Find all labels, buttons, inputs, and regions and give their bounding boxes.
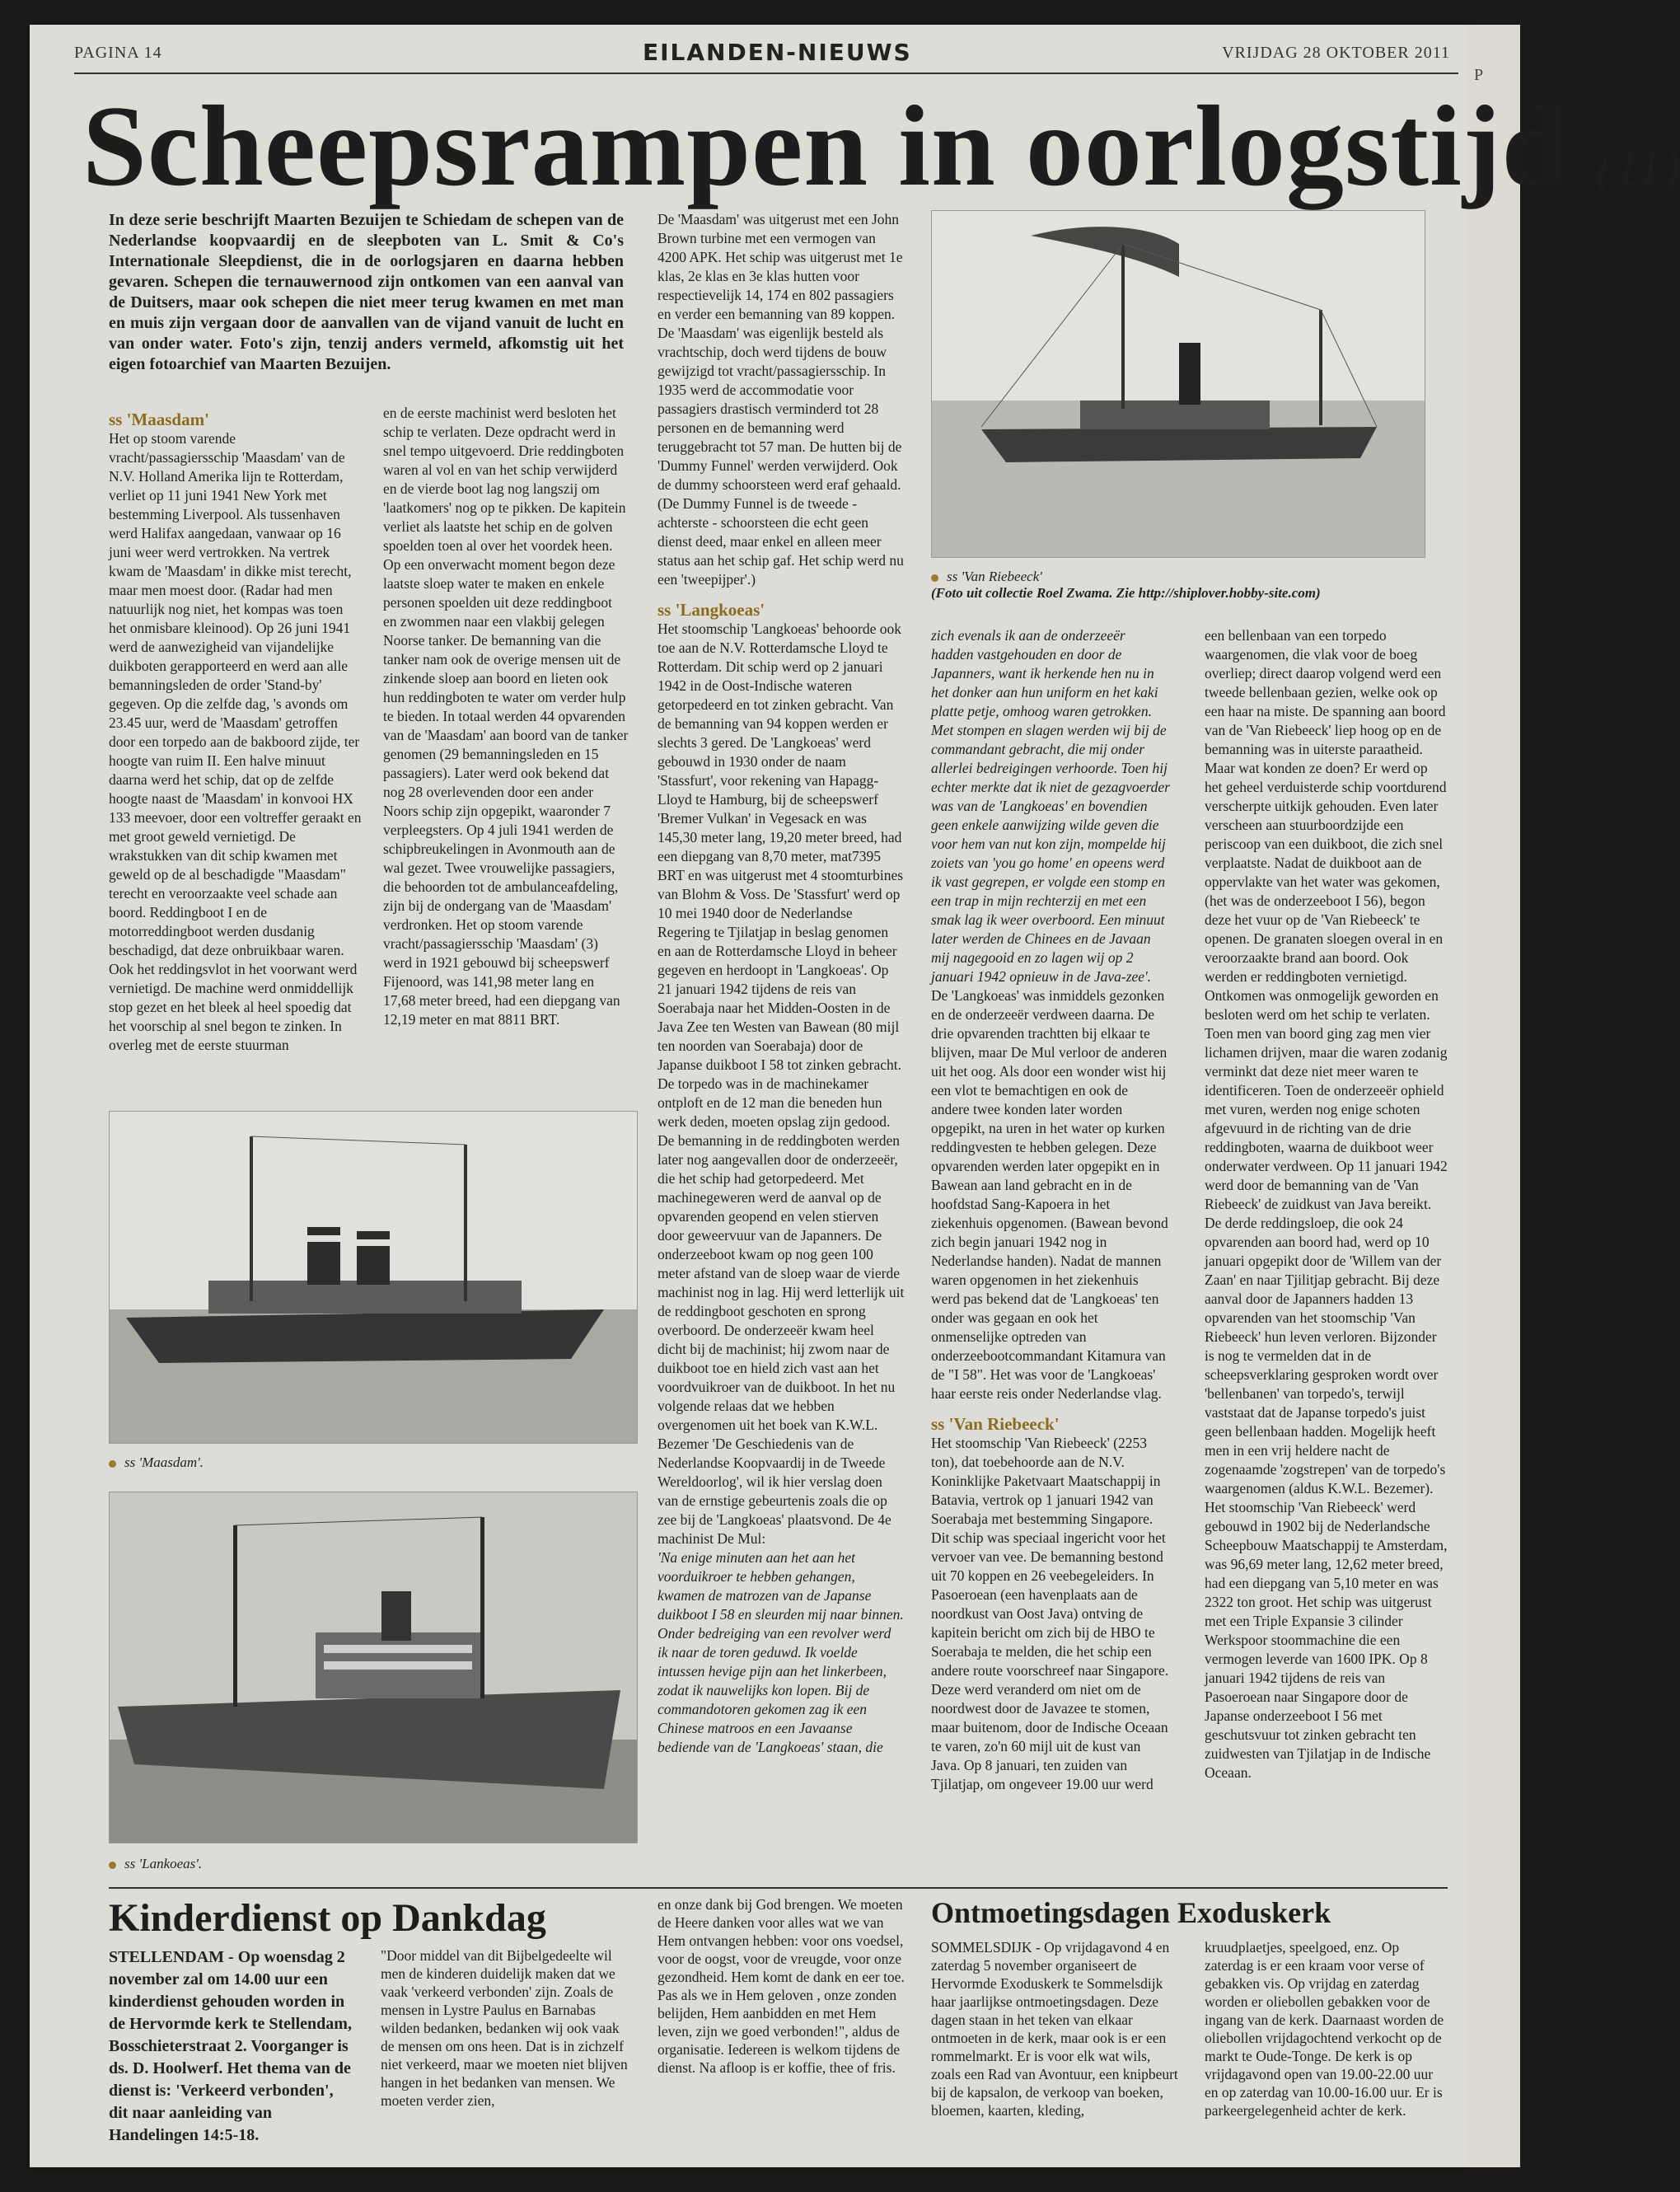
caption-riebeeck-credit: (Foto uit collectie Roel Zwama. Zie http://shiplover.hobby-site.com)	[931, 585, 1321, 601]
exodus-text-1: SOMMELSDIJK - Op vrijdagavond 4 en zaterdag 5 november organiseert de Hervormde Exoduskerk te Sommelsdijk haar jaarlijkse ontmoetingsdagen. Deze dagen staan in het teken van elkaar ontmoeten in de kerk, maar ook is er een rommelmarkt. Er is voor elk wat wils, zoals een Rad van Avontuur, een knipbeurt bij de kapsalon, de verkoop van boeken, bloemen, kaarten, kleding,	[931, 1939, 1178, 2119]
exodus-text-2: kruudplaetjes, speelgoed, enz. Op zaterdag is er een kraam voor verse of gebakken vis. Op vrijdag en zaterdag worden er oliebollen gebakken voor de ingang van de kerk. Daarnaast worden de oliebollen vrijdagochtend verkocht op de markt te Oude-Tonge. De kerk is op vrijdagavond open van 19.00-22.00 uur en op zaterdag van 10.00-16.00 uur. Er is parkeergelegenheid achter de kerk.	[1205, 1939, 1444, 2119]
exodus-col2	[1205, 1938, 1448, 2119]
ship-illustration	[110, 1492, 637, 1843]
ship-illustration	[932, 211, 1425, 557]
maasdam-text-1: Het op stoom varende vracht/passagiersschip 'Maasdam' van de N.V. Holland Amerika lijn te Rotterdam, verliet op 11 juni 1941 New York met bestemming Liverpool. Als tussenhaven werd Halifax aangedaan, vanwaar op 16 juni weer werd vertrokken. Na vertrek kwam de 'Maasdam' in dikke mist terecht, maar men moest door. (Radar had men natuurlijk nog niet, het kompas was toen het onmisbare kleinood). Op 26 juni 1941 werd de aanwezigheid van vijandelijke duikboten gerapporteerd en werd aan alle bemanningsleden de order 'Stand-by' gegeven. Op die zelfde dag, 's avonds om 23.45 uur, werd de 'Maasdam' getroffen door een torpedo aan de bakboord zijde, ter hoogte van ruim II. Een halve minuut daarna werd het schip, dat op de zelfde hoogte naast de 'Maasdam' in konvooi HX 133 meevoer, door een voltreffer geraakt en met groot geweld vernietigd. De wrakstukken van dit schip kwamen met geweld op de al beschadigde "Maasdam" terecht en veroorzaakte veel schade aan boord. Reddingboot I en de motorreddingboot werden dusdanig beschadigd, dat deze onbruikbaar waren. Ook het reddingsvlot in het voorwant werd vernietigd. De machine werd onmiddellijk stop gezet en het bleek al heel spoedig dat het voorschip al snel begon te zinken. In overleg met de eerste stuurman	[109, 430, 362, 1053]
riebeeck-heading: ss 'Van Riebeeck'	[931, 1414, 1060, 1434]
photo-van-riebeeck	[931, 210, 1425, 558]
caption-bullet	[109, 1862, 116, 1869]
article-col5	[1205, 626, 1448, 1782]
adjacent-page-edge	[1467, 25, 1520, 2167]
kinderdienst-col3	[657, 1895, 909, 2077]
exodus-title: Ontmoetingsdagen Exoduskerk	[931, 1896, 1331, 1929]
caption-van-riebeeck	[931, 569, 1424, 602]
maasdam-col1	[109, 410, 364, 1055]
riebeeck-text-2: een bellenbaan van een torpedo waargenomen, die vlak voor de boeg overliep; direct daarop volgend werd een tweede bellenbaan gezien, welke ook op een haar na miste. De spanning aan boord van de 'Van Riebeeck' liep hoog op en de bemanning was in uiterste paraatheid. Maar wat konden ze doen? Er werd op het geheel verduisterde schip voortdurend verscherpte uitkijk gehouden. Even later verscheen aan stuurboordzijde een periscoop van een duikboot, die zich snel verplaatste. Nadat de duikboot aan de oppervlakte van het water was gekomen, (het was de onderzeeboot I 56), begon deze het vuur op de 'Van Riebeeck' te openen. De granaten sloegen overal in en veroorzaakte brand aan boord. Ook werden er reddingboten vernietigd. Ontkomen was onmogelijk geworden en besloten werd om het schip te verlaten. Toen men van boord ging zag men vier lichamen drijven, maar die waren zodanig verminkt dat deze niet meer waren te identificeren. Toen de onderzeeër ophield met vuren, werden nog enige schoten afgevuurd in de richting van de drie reddingboten, waarna de duikboot weer onderwater verdween. Op 11 januari 1942 werd door de bemanning van de 'Van Riebeeck' de zuidkust van Java bereikt. De derde reddingsloep, die ook 24 opvarenden aan boord had, werd op 10 januari opgepikt door de 'Willem van der Zaan' en naar Tjilitjap gebracht. Bij deze aanval door de Japanners hadden 13 opvarenden van het stoomschip 'Van Riebeeck' hun leven verloren. Bijzonder is nog te vermelden dat in de scheepsverklaring gesproken wordt over 'bellenbanen' van torpedo's, terwijl vaststaat dat de Japanse torpedo's juist geen bellenbaan hadden. Mogelijk heeft men in een vrij heldere nacht de zogenaamde 'zogstrepen' van de torpedo's waargenomen (aldus K.W.L. Bezemer). Het stoomschip 'Van Riebeeck' werd gebouwd in 1902 bij de Nederlandsche Scheepbouw Maatschappij te Amsterdam, was 96,69 meter lang, 12,62 meter breed, had een diepgang van 5,10 meter en was 2322 ton groot. Het schip was uitgerust met een Triple Expansie 3 cilinder Werkspoor stoommachine die een vermogen leverde van 1600 IPK. Op 8 januari 1942 tijdens de reis van Pasoeroean naar Singapore door de Japanse onderzeeboot I 56 met geschutsvuur tot zinken gebracht ten zuidwesten van Tjilatjap in de Indische Oceaan.	[1205, 627, 1448, 1781]
ship-illustration	[110, 1112, 637, 1443]
bottom-rule	[109, 1887, 1448, 1889]
caption-bullet	[109, 1460, 116, 1468]
kinderdienst-text-3: en onze dank bij God brengen. We moeten de Heere danken voor alles wat we van Hem ontvangen hebben: voor ons voedsel, voor de oogst, voor de vreugde, voor onze gezondheid. Hem komt de dank en eer toe. Pas als we in Hem geloven , onze zonden belijden, Hem aanbidden en met Hem leven, zijn we goed verbonden!", aldus de organisatie. Iedereen is welkom tijdens de dienst. Na afloop is er koffie, thee of fris.	[657, 1896, 905, 2076]
page-number: PAGINA 14	[74, 44, 162, 62]
photo-langkoeas	[109, 1492, 638, 1843]
folio-line	[74, 37, 1450, 70]
headline-number: (11)	[1596, 138, 1680, 196]
kinderdienst-text-2: "Door middel van dit Bijbelgedeelte wil men de kinderen duidelijk maken dat we vaak 'verkeerd verbonden' zijn. Zoals de mensen in Lystre Paulus en Barnabas wilden bedanken, bedanken wij ook vaak de mensen om ons heen. Dat is in zichzelf niet verkeerd, maar we moeten niet blijven hangen in het bedanken van mensen. We moeten verder zien,	[381, 1947, 628, 2109]
kinderdienst-lead-text: STELLENDAM - Op woensdag 2 november zal om 14.00 uur een kinderdienst gehouden worden in de Hervormde kerk te Stellendam, Bosschieterstraat 2. Voorganger is ds. D. Hoolwerf. Het thema van de dienst is: 'Verkeerd verbonden', dit naar aanleiding van Handelingen 14:5-18.	[109, 1948, 352, 2144]
caption-langkoeas	[109, 1856, 636, 1872]
langkoeas-heading: ss 'Langkoeas'	[657, 600, 765, 620]
kinderdienst-lead	[109, 1946, 356, 2147]
langkoeas-quote-1: 'Na enige minuten aan het aan het voorduikroer te hebben gehangen, kwamen de matrozen van de Japanse duikboot I 58 en sleurden mij naar binnen. Onder bedreiging van een revolver werd ik naar de toren geduwd. Ik voelde intussen hevige pijn aan het linkerbeen, zodat ik nauwelijks kon lopen. Bij de commandotoren gekomen zag ik een Chinese matroos en een Javaanse bediende van de 'Langkoeas' staan, die	[657, 1549, 904, 1755]
caption-maasdam-name: ss 'Maasdam'.	[124, 1454, 204, 1470]
edge-letter: P	[1474, 66, 1484, 84]
langkoeas-quote-2: zich evenals ik aan de onderzeeër hadden vastgehouden en door de Japanners, want ik herkende hen nu in het donker aan hun uniform en het kaki platte petje, omhoog waren getrokken. Met stompen en slagen werden wij bij de commandant gebracht, die mij onder allerlei bedreigingen verhoorde. Toen hij echter merkte dat ik niet de gezagvoerder was van de 'Langkoeas' en bovendien geen enkele aanwijzing wilde geven die voor hem van nut kon zijn, mompelde hij zoiets van 'you go home' en opeens werd ik vast gegrepen, er volgde een stomp en een trap in mijn rechterzij en met een smak lag ik weer overboord. Een minuut later werden de Chinees en de Javaan mij nagegooid en zo lagen wij op 2 januari 1942 opnieuw in de Java-zee'.	[931, 627, 1170, 985]
issue-date: VRIJDAG 28 OKTOBER 2011	[1222, 44, 1450, 62]
kinderdienst-title: Kinderdienst op Dankdag	[109, 1896, 546, 1940]
headline-title: Scheepsrampen in oorlogstijd	[82, 82, 1567, 210]
caption-bullet	[931, 574, 938, 582]
article-col4	[931, 626, 1170, 1794]
maasdam-heading: ss 'Maasdam'	[109, 410, 209, 429]
intro-text: In deze serie beschrijft Maarten Bezuijen te Schiedam de schepen van de Nederlandse koopvaardij en de sleepboten van L. Smit & Co's Internationale Sleepdienst, die in de oorlogsjaren en daarna hebben gevaren. Schepen die ternauwernood zijn ontkomen van een aanval van de Duitsers, maar ook schepen die niet meer terug kwamen en met man en muis zijn vergaan door de aanvallen van de vijand vanuit de lucht en van onder water. Foto's zijn, tenzij anders vermeld, afkomstig uit het eigen fotoarchief van Maarten Bezuijen.	[109, 211, 624, 373]
photo-maasdam	[109, 1111, 638, 1444]
caption-riebeeck-name: ss 'Van Riebeeck'	[947, 569, 1042, 584]
caption-maasdam	[109, 1454, 636, 1471]
exodus-col1	[931, 1938, 1178, 2119]
page-headline	[82, 82, 1680, 210]
paper-name: EILANDEN-NIEUWS	[643, 39, 912, 66]
maasdam-text-3: De 'Maasdam' was uitgerust met een John Brown turbine met een vermogen van 4200 APK. Het schip was uitgerust met 1e klas, 2e klas en 3e klas hutten voor respectievelijk 14, 174 en 802 passagiers en verder een bemanning van 89 koppen. De 'Maasdam' was eigenlijk besteld als vrachtschip, doch werd tijdens de bouw gewijzigd tot vracht/passagiersschip. In 1935 werd de accommodatie voor passagiers drastisch verminderd tot 28 personen en de bemanning werd teruggebracht tot 57 man. De hutten bij de 'Dummy Funnel' werden verwijderd. Ook de dummy schoorsteen werd eraf gehaald. (De Dummy Funnel is de tweede - achterste - schoorsteen die echt geen dienst deed, maar enkel en alleen meer status aan het schip gaf. Het schip werd nu een 'tweepijper'.)	[657, 211, 904, 588]
maasdam-col2	[383, 404, 629, 1029]
langkoeas-text-2: De 'Langkoeas' was inmiddels gezonken en de onderzeeër verdween daarna. De drie opvarenden trachtten bij elkaar te blijven, maar De Mul verloor de anderen uit het oog. Als door een wonder wist hij een vlot te bemachtigen en ook de andere twee konden later worden opgepikt, na uren in het water op kurken reddingvesten te hebben gelegen. Deze opvarenden werden later opgepikt en in Bawean aan land gebracht en in de hoofdstad Sang-Kapoera in het ziekenhuis opgenomen. (Bawean bevond zich begin januari 1942 nog in Nederlandse handen). Nadat de mannen waren opgenomen in het ziekenhuis werd pas bekend dat de 'Langkoeas' ten onder was gegaan en ook het onmenselijke optreden van onderzeebootcommandant Kitamura van de "I 58". Het was voor de 'Langkoeas' haar eerste reis onder Nederlandse vlag.	[931, 987, 1168, 1402]
article-col3	[657, 210, 905, 1757]
langkoeas-text-1: Het stoomschip 'Langkoeas' behoorde ook toe aan de N.V. Rotterdamsche Lloyd te Rotterdam. Dit schip werd op 2 januari 1942 in de Oost-Indische wateren getorpedeerd en tot zinken gebracht. Van de bemanning van 94 koppen werden er slechts 3 gered. De 'Langkoeas' werd gebouwd in 1930 onder de naam 'Stassfurt', voor rekening van Hapagg-Lloyd te Hamburg, bij de scheepswerf 'Bremer Vulkan' in Vegesack en was 145,30 meter lang, 19,20 meter breed, had een diepgang van 8,70 meter, mat7395 BRT en was uitgerust met 4 stoomturbines van Blohm & Voss. De 'Stassfurt' werd op 10 mei 1940 door de Nederlandse Regering te Tjilatjap in beslag genomen en aan de Rotterdamsche Lloyd in beheer gegeven en herdoopt in 'Langkoeas'. Op 21 januari 1942 tijdens de reis van Soerabaja naar het Midden-Oosten in de Java Zee ten Westen van Bawean (80 mijl ten noorden van Soerabaja) door de Japanse duikboot I 58 tot zinken gebracht. De torpedo was in de machinekamer ontploft en de 12 man die beneden hun werk deden, moeten opslag zijn gedood. De bemanning in de reddingboten werden later nog aangevallen door de onderzeeër, die het schip had getorpedeerd. Met machinegeweren werd de aanval op de opvarenden geopend en velen stierven door geweervuur van de Japanners. De onderzeeboot kwam op nog geen 100 meter afstand van de sloep waar de vierde machinist nog in lag. Hij werd letterlijk uit de reddingboot geschoten en sprong overboord. De onderzeeër kwam heel dicht bij de machinist; hij zwom naar de duikboot toe en hield zich vast aan het voordvuikroer van de duikboot. In het nu volgende relaas dat we hebben overgenomen uit het boek van K.W.L. Bezemer 'De Geschiedenis van de Nederlandse Koopvaardij in de Tweede Wereldoorlog', wil ik hier verslag doen van de ernstige gebeurtenis zoals die op zee bij de 'Langkoeas' plaatsvond. De 4e machinist De Mul:	[657, 621, 905, 1547]
caption-langkoeas-name: ss 'Lankoeas'.	[124, 1856, 203, 1871]
folio-rule	[74, 73, 1458, 74]
maasdam-text-2: en de eerste machinist werd besloten het schip te verlaten. Deze opdracht werd in snel tempo uitgevoerd. Drie reddingboten waren al vol en van het schip verwijderd en de vierde boot lag nog langszij om 'laatkomers' nog op te pikken. De kapitein verliet als laatste het schip en de golven spoelden toen al over het voordek heen. Op een onverwacht moment begon deze laatste sloep water te maken en enkele personen spoelden uit deze reddingboot en zwommen naar een vlakbij gelegen Noorse tanker. De bemanning van die tanker nam ook de overige mensen uit de zinkende sloep aan boord en lieten ook hun reddingboten te water om verder hulp te bieden. In totaal werden 44 opvarenden van de 'Maasdam' aan boord van de tanker genomen (29 bemanningsleden en 15 passagiers). Later werd ook bekend dat nog 28 overlevenden door een ander Noors schip zijn opgepikt, waaronder 7 verpleegsters. Op 4 juli 1941 werden de schipbreukelingen in Avonmouth aan de wal gezet. Twee vrouwelijke passagiers, die behoorden tot de ambulanceafdeling, zijn bij de ondergang van de 'Maasdam' verdronken. Het op stoom varende vracht/passagiersschip 'Maasdam' (3) werd in 1921 gebouwd bij scheepswerf Fijenoord, was 141,98 meter lang en 17,68 meter breed, had een diepgang van 12,19 meter en mat 8811 BRT.	[383, 405, 629, 1028]
riebeeck-text-1: Het stoomschip 'Van Riebeeck' (2253 ton), dat toebehoorde aan de N.V. Koninklijke Paketvaart Maatschappij in Batavia, vertrok op 1 januari 1942 van Soerabaja met bestemming Singapore. Dit schip was speciaal ingericht voor het vervoer van vee. De bemanning bestond uit 70 koppen en 26 veebegeleiders. In Pasoeroean (een havenplaats aan de noordkust van Oost Java) ontving de kapitein bericht om zich bij de HBO te Soerabaja te melden, die het schip een andere route voorschreef naar Singapore. Deze werd veranderd om niet om de noordwest door de Javazee te stomen, maar buitenom, door de Indische Oceaan te varen, zo'n 60 mijl uit de kust van Java. Op 8 januari, ten zuiden van Tjilatjap, om ongeveer 19.00 uur werd	[931, 1435, 1169, 1792]
kinderdienst-col2	[381, 1946, 628, 2110]
